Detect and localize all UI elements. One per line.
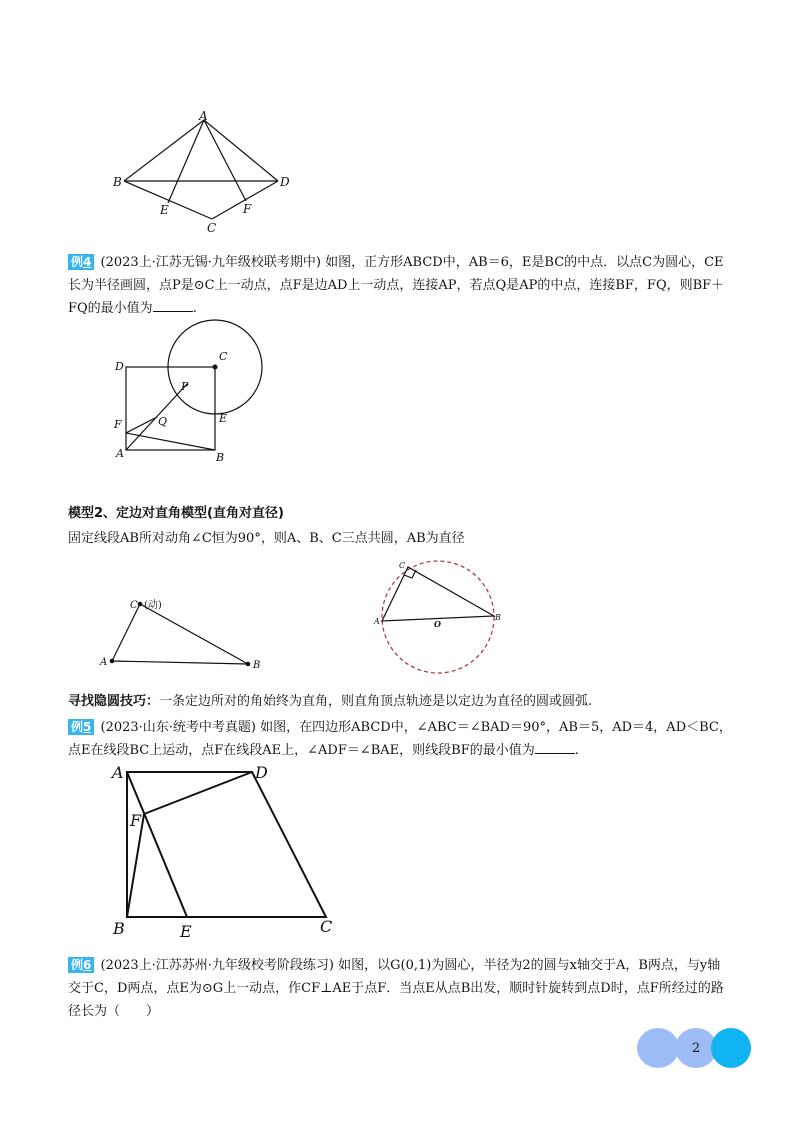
page-bubble-left xyxy=(637,1028,679,1068)
center-dot xyxy=(213,365,218,370)
label-e: E xyxy=(180,922,192,941)
label-b: B xyxy=(113,175,122,189)
segment-fb xyxy=(126,433,215,450)
segment-af xyxy=(204,120,246,201)
label-b: B xyxy=(216,451,225,464)
label-f: F xyxy=(130,811,142,830)
page-number: 2 xyxy=(691,1040,701,1056)
label-a: A xyxy=(116,447,124,460)
label-c: C xyxy=(320,917,333,936)
label-c: C xyxy=(219,350,228,363)
tip-label: 寻找隐圆技巧： xyxy=(68,694,160,709)
answer-blank[interactable] xyxy=(535,741,575,754)
segment-ae xyxy=(127,772,187,917)
page-bubble-right xyxy=(711,1028,751,1068)
model-2-title: 模型2、定边对直角模型(直角对直径) xyxy=(68,506,284,521)
example-6 xyxy=(68,954,732,1023)
answer-blank[interactable] xyxy=(153,299,193,312)
label-b: B xyxy=(495,613,501,622)
figure-square-circle xyxy=(110,322,280,466)
label-c: C xyxy=(130,600,138,611)
label-d: D xyxy=(280,175,290,189)
triangle-abc xyxy=(112,604,248,664)
label-b: B xyxy=(113,919,125,938)
label-a: A xyxy=(199,109,208,123)
example-4: 例4 (2023上·江苏无锡·九年级校联考期中) 如图，正方形ABCD中，AB＝6，E是BC的中点．以点C为圆心，CE长为半径画圆，点P是⊙C上一动点，点F是边AD上一动点，连接AP，若点Q是AP的中点，连接BF，FQ，则BF＋FQ的最小值为 . xyxy=(68,255,725,316)
label-d: D xyxy=(115,360,124,373)
figure-right-triangle xyxy=(92,592,272,674)
figure-dashed-circle xyxy=(368,556,508,676)
example-5-text: (2023·山东·统考中考真题) 如图，在四边形ABCD中，∠ABC＝∠BAD＝90°，AB＝5，AD＝4，AD＜BC，点E在线段BC上运动，点F在线段AE上，∠ADF＝∠BAE，则线段BF的最小值为 xyxy=(68,720,732,758)
point-a xyxy=(110,659,115,664)
segment-df xyxy=(144,772,252,814)
label-p: P xyxy=(181,380,189,393)
segment-ad xyxy=(204,120,278,181)
label-b: B xyxy=(253,660,261,671)
tip-text: 一条定边所对的角始终为直角，则直角顶点轨迹是以定边为直径的圆或圆弧. xyxy=(159,694,593,709)
example-badge: 例5 xyxy=(68,719,94,735)
segment-ab xyxy=(124,120,204,181)
figure-kite-abcd xyxy=(110,108,300,236)
example-5: 例5 (2023·山东·统考中考真题) 如图，在四边形ABCD中，∠ABC＝∠BAD＝90°，AB＝5，AD＝4，AD＜BC，点E在线段BC上运动，点F在线段AE上，∠ADF＝∠BAE，则线段BF的最小值为 . xyxy=(68,720,732,758)
example-badge: 例4 xyxy=(68,254,94,270)
model-2-description: 固定线段AB所对动角∠C恒为90°，则A、B、C三点共圆，AB为直径 xyxy=(68,531,465,546)
example-6-text: (2023上·江苏苏州·九年级校考阶段练习) 如图，以G(0,1)为圆心，半径为2的圆与x轴交于A，B两点，与y轴交于C，D两点，点E为⊙G上一动点，作CF⊥AE于点F．当点E从点B出发，顺时针旋转到点D时，点F所经过的路径长为（ ） xyxy=(68,958,724,1019)
label-e: E xyxy=(160,203,169,217)
label-f: F xyxy=(114,418,122,431)
point-b xyxy=(246,662,251,667)
example-4-text: (2023上·江苏无锡·九年级校联考期中) 如图，正方形ABCD中，AB＝6，E是BC的中点．以点C为圆心，CE长为半径画圆，点P是⊙C上一动点，点F是边AD上一动点，连接AP，若点Q是AP的中点，连接BF，FQ，则BF＋FQ的最小值为 xyxy=(68,255,725,316)
label-a: A xyxy=(100,657,108,668)
label-o: O xyxy=(434,619,441,629)
figure-quadrilateral xyxy=(108,760,348,942)
label-a: A xyxy=(374,617,380,626)
label-e: E xyxy=(219,412,228,425)
label-a: A xyxy=(112,763,124,782)
triangle-abc xyxy=(382,567,494,621)
label-f: F xyxy=(243,202,252,216)
segment-ae xyxy=(168,120,204,203)
label-q: Q xyxy=(158,415,168,428)
example-badge: 例6 xyxy=(68,957,94,973)
label-c: C xyxy=(399,561,406,570)
label-d: D xyxy=(255,763,268,782)
segment-fq xyxy=(126,417,157,433)
point-c xyxy=(138,602,143,607)
square-abcd xyxy=(126,367,215,450)
hidden-circle-tip xyxy=(68,690,592,709)
label-c: C xyxy=(207,221,217,235)
label-moving: (动) xyxy=(144,600,162,611)
